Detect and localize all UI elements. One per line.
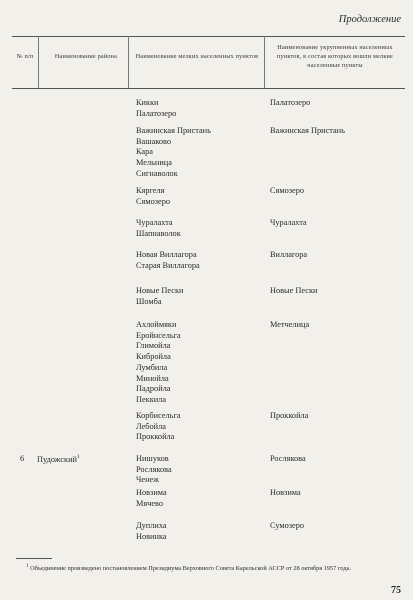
small-settlements-list [136,126,211,180]
small-settlement: Нишуков [136,454,169,463]
footnote-text: Объединение произведено постановлением Президиума Верховного Совета Карельской АССР от 28 октября 1957 года. [30,565,351,573]
small-settlements-list [136,250,200,271]
column-divider [128,36,129,88]
small-settlement: Кикки [136,98,159,107]
small-settlement: Палатозеро [136,108,177,118]
small-settlements-list [136,286,183,307]
enlarged-settlement: Чуралахта [270,218,307,227]
small-settlement: Новинка [136,531,167,541]
small-settlement: Старая Виллагора [136,260,200,270]
continuation-label: Продолжение [338,14,401,25]
small-settlements-list [136,411,181,443]
small-settlement: Важинская Пристань [136,126,211,135]
small-settlements-list [136,98,176,119]
small-settlement: Корбисельга [136,411,181,420]
small-settlement: Падройла [136,384,171,394]
column-header-enlarged: Наименование укрупненных населенных пунктов, в состав которых вошли мелкие населенные пункты [277,44,393,69]
small-settlement: Кара [136,147,153,157]
small-settlement: Глимойла [136,341,171,351]
enlarged-settlement: Сямозеро [270,186,305,195]
small-settlement: Ахлоймяки [136,320,177,329]
small-settlement: Пеккила [136,394,166,404]
district-name-text: Пудожский [37,454,77,464]
small-settlement: Новые Пески [136,286,184,295]
enlarged-settlement: Новые Пески [270,286,318,295]
small-settlement: Шомба [136,296,162,306]
small-settlements-list [136,454,172,486]
small-settlement: Проккойла [136,432,175,442]
small-settlement: Чуралахта [136,218,173,227]
small-settlement: Вашаково [136,136,172,146]
small-settlement: Мельница [136,158,172,168]
district-number: 6 [20,454,25,463]
small-settlement: Рослякова [136,464,172,474]
small-settlement: Сигнаволок [136,168,178,178]
footnote-marker: 1 [26,564,29,569]
footnote-ref: 1 [76,454,80,460]
enlarged-settlement: Метчелица [270,320,310,329]
enlarged-settlement: Проккойла [270,411,309,420]
small-settlement: Дуплиха [136,521,167,530]
column-header-number: № п/п [16,53,34,60]
column-header-small: Наименование мелких населенных пунктов [135,53,259,60]
table-top-rule [12,36,405,37]
district-name [37,454,80,464]
small-settlements-list [136,320,181,406]
small-settlements-list [136,488,167,509]
enlarged-settlement: Важинская Пристань [270,126,345,135]
column-divider [264,36,265,88]
enlarged-settlement: Палатозеро [270,98,311,107]
enlarged-settlement: Рослякова [270,454,306,463]
small-settlement: Мячево [136,498,164,508]
table-header-rule [12,88,405,89]
small-settlement: Минойла [136,373,169,383]
small-settlement: Лумбила [136,362,168,372]
small-settlement: Лебойла [136,421,166,431]
small-settlement: Еройнсельга [136,330,181,340]
small-settlements-list [136,521,167,542]
small-settlement: Ченеж [136,475,159,485]
column-divider [38,36,39,88]
footnote-rule [16,558,52,559]
small-settlement: Кяргеля [136,186,165,195]
small-settlement: Сямозеро [136,196,171,206]
enlarged-settlement: Сумозеро [270,521,305,530]
small-settlement: Новая Виллагора [136,250,197,259]
small-settlements-list [136,186,170,207]
page-number: 75 [391,585,401,596]
enlarged-settlement: Новзима [270,488,301,497]
small-settlement: Новзима [136,488,167,497]
small-settlements-list [136,218,181,239]
footnote [16,563,401,574]
column-header-district: Наименование района [54,53,118,60]
small-settlement: Шапнаволок [136,228,181,238]
small-settlement: Кибройла [136,352,171,362]
enlarged-settlement: Виллагора [270,250,308,259]
